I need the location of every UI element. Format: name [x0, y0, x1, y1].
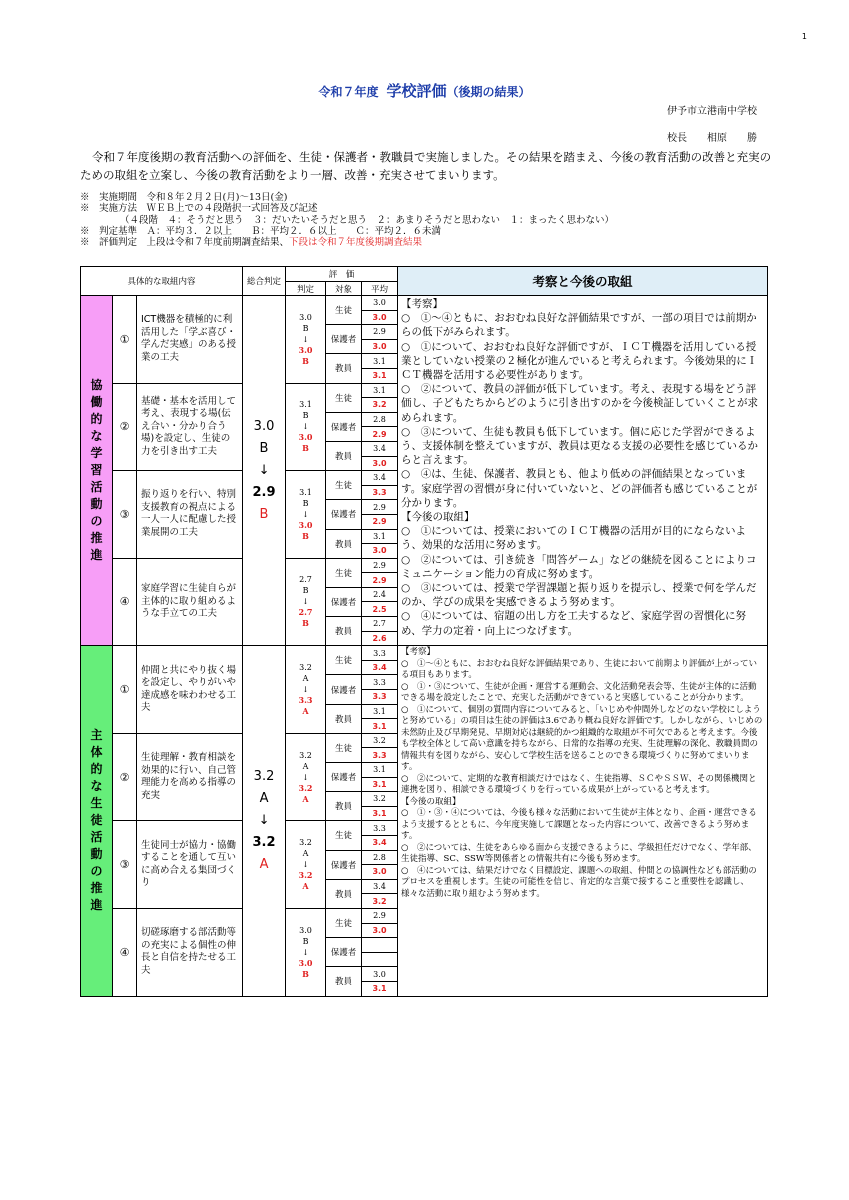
- item-text: 家庭学習に生徒自らが主体的に取り組めるような手立ての工夫: [137, 558, 243, 646]
- note-judgment-text: ※ 評価判定 上段は令和７年度前期調査結果、: [80, 237, 290, 249]
- value-current: 3.4: [362, 660, 398, 675]
- item-number: ②: [113, 383, 137, 471]
- item-text: 仲間と共にやり抜く場を設定し、やりがいや達成感を味わわせる工夫: [137, 646, 243, 734]
- item-number: ④: [113, 908, 137, 996]
- category-label: [81, 646, 113, 996]
- principal-name: 校長 相原 勝: [667, 133, 757, 144]
- target-label: 教員: [326, 441, 362, 470]
- judge-arrow: ↓: [302, 509, 309, 519]
- intro-paragraph: 令和７年度後期の教育活動への評価を、生徒・保護者・教職員で実施しました。その結果を踏まえ、今後の教育活動の改善と充実のための取組を立案し、今後の教育活動をより一層、改善・充実させてまいります。: [80, 150, 772, 182]
- target-label: 生徒: [326, 558, 362, 587]
- school-name: 伊予市立港南中学校: [667, 106, 757, 117]
- value-previous: 3.3: [362, 646, 398, 661]
- overall-arrow: ↓: [258, 462, 270, 478]
- judge-curr-score: 3.0: [298, 519, 313, 530]
- value-current: 3.1: [362, 719, 398, 734]
- target-label: 生徒: [326, 646, 362, 675]
- document-title: [0, 80, 849, 101]
- judge-arrow: ↓: [302, 685, 309, 695]
- overall-curr-score: 3.2: [252, 834, 276, 850]
- item-text: 切磋琢磨する部活動等の充実による個性の伸長と自信を持たせる工夫: [137, 908, 243, 996]
- judge-prev-grade: A: [302, 849, 309, 859]
- overall-judgment: [243, 296, 286, 646]
- judge-prev-score: 3.2: [299, 663, 312, 673]
- header-content: 具体的な取組内容: [81, 267, 243, 296]
- judge-prev-grade: A: [302, 674, 309, 684]
- target-label: 保護者: [326, 763, 362, 792]
- judge-arrow: ↓: [302, 334, 309, 344]
- judge-arrow: ↓: [302, 422, 309, 432]
- item-judgment: [286, 646, 326, 734]
- item-judgment: [286, 733, 326, 821]
- target-label: 生徒: [326, 471, 362, 500]
- comment-line: ○ ④については、結果だけでなく目標設定、課題への取組、仲間との協調性なども部活動のプロセスを重視します。生徒の可能性を信じ、肯定的な言葉で接すること重要性を認識し、様々な活動に取り組むよう努めます。: [401, 865, 757, 899]
- header-target: 対象: [326, 282, 362, 296]
- target-label: 生徒: [326, 296, 362, 325]
- target-label: 保護者: [326, 412, 362, 441]
- judge-prev-grade: A: [302, 761, 309, 771]
- target-label: 教員: [326, 792, 362, 821]
- value-previous: 3.1: [362, 763, 398, 778]
- value-current: 2.9: [362, 427, 398, 442]
- value-current: 2.9: [362, 514, 398, 529]
- item-text: 生徒同士が協力・協働することを通して互いに高め合える集団づくり: [137, 821, 243, 909]
- overall-arrow: ↓: [258, 812, 270, 828]
- value-previous: 2.7: [362, 617, 398, 632]
- target-label: 教員: [326, 967, 362, 996]
- target-label: 教員: [326, 354, 362, 383]
- value-previous: 3.0: [362, 296, 398, 311]
- item-text: 基礎・基本を活用して考え、表現する場(伝え合い・分かり合う場)を設定し、生徒の力を引き出す工夫: [137, 383, 243, 471]
- value-current: 3.0: [362, 923, 398, 938]
- comment-line: 【考察】: [401, 647, 436, 658]
- comment-line: ○ ①・③について、生徒が企画・運営する運動会、文化活動発表会等、生徒が主体的に活動できる場を設定したことで、充実した活動ができていると実感していることが分かります。: [401, 681, 757, 704]
- judge-curr-grade: B: [302, 443, 309, 454]
- target-label: 教員: [326, 879, 362, 908]
- note-criteria: ※ 判定基準 Ａ：平均３．２以上 Ｂ：平均２．６以上 Ｃ：平均２．６未満: [80, 225, 442, 237]
- notes-block: [80, 192, 614, 248]
- judge-arrow: ↓: [302, 860, 309, 870]
- target-label: 生徒: [326, 383, 362, 412]
- item-text: 生徒理解・教育相談を効果的に行い、自己管理能力を高める指導の充実: [137, 733, 243, 821]
- value-current: 3.1: [362, 981, 398, 996]
- value-previous: 2.9: [362, 500, 398, 515]
- judge-curr-grade: B: [302, 355, 309, 366]
- judge-curr-grade: B: [302, 968, 309, 979]
- value-previous: 3.3: [362, 675, 398, 690]
- note-judgment-red: 下段は令和７年度後期調査結果: [289, 237, 423, 249]
- judge-arrow: ↓: [302, 597, 309, 607]
- comments-cell: [398, 646, 768, 996]
- judge-curr-score: 3.2: [298, 870, 313, 881]
- value-current: 3.3: [362, 690, 398, 705]
- target-label: 保護者: [326, 850, 362, 879]
- value-current: 3.1: [362, 806, 398, 821]
- target-label: 生徒: [326, 908, 362, 937]
- value-previous: 2.9: [362, 908, 398, 923]
- table-row: [81, 296, 768, 311]
- value-previous: 3.0: [362, 967, 398, 982]
- value-previous: 2.8: [362, 850, 398, 865]
- item-number: ④: [113, 558, 137, 646]
- item-text: 振り返りを行い、特別支援教育の視点による一人一人に配慮した授業展開の工夫: [137, 471, 243, 559]
- judge-prev-score: 3.0: [299, 312, 312, 322]
- target-label: 教員: [326, 617, 362, 646]
- value-previous: 3.1: [362, 354, 398, 369]
- value-current: 3.1: [362, 368, 398, 383]
- comment-line: ○ ①について、おおむね良好な評価ですが、ＩＣＴ機器を活用している授業としていない授業の２極化が進んでいると考えられます。今後効果的にＩＣＴ機器を活用する必要性があります。: [401, 340, 758, 382]
- judge-prev-score: 3.0: [299, 925, 312, 935]
- value-previous: 2.8: [362, 412, 398, 427]
- comment-line: 【考察】: [401, 298, 444, 310]
- value-previous: 2.9: [362, 558, 398, 573]
- target-label: 教員: [326, 529, 362, 558]
- overall-prev-score: 3.2: [253, 768, 275, 784]
- value-current: 3.2: [362, 894, 398, 909]
- judge-curr-score: 2.7: [298, 607, 313, 618]
- title-suffix: （後期の結果）: [446, 85, 531, 99]
- judge-curr-grade: A: [302, 793, 309, 804]
- overall-curr-grade: B: [259, 506, 269, 522]
- comment-line: 【今後の取組】: [401, 511, 475, 524]
- overall-prev-grade: A: [259, 790, 269, 806]
- judge-prev-score: 3.2: [299, 750, 312, 760]
- value-previous: 3.2: [362, 792, 398, 807]
- comment-line: ○ ②については、生徒をあらゆる面から支援できるように、学級担任だけでなく、学年部、生徒指導、SC、SSW等関係者との情報共有に今後も努めます。: [401, 842, 757, 865]
- value-previous: 3.1: [362, 529, 398, 544]
- target-label: 保護者: [326, 938, 362, 967]
- comment-line: ○ ①～④ともに、おおむね良好な評価結果ですが、一部の項目では前期からの低下がみられます。: [401, 312, 757, 339]
- header-eval: 評 価: [286, 267, 398, 282]
- comment-line: ○ ④については、宿題の出し方を工夫するなど、家庭学習の習慣化に努め、学力の定着・向上につなげます。: [401, 610, 746, 637]
- overall-prev-score: 3.0: [253, 418, 275, 434]
- target-label: 生徒: [326, 821, 362, 850]
- value-current: 3.3: [362, 485, 398, 500]
- category-name: 主体的な生徒活動の推進: [90, 728, 103, 913]
- comment-line: ○ ③については、授業で学習課題と振り返りを提示し、授業で何を学んだのか、学びの成果を実感できるよう努めます。: [401, 582, 757, 609]
- comment-line: ○ ②について、定期的な教育相談だけではなく、生徒指導、ＳＣやＳＳＷ、その関係機関と連携を図り、相談できる環境づくりを行っている成果が上がっていると考えます。: [401, 773, 757, 796]
- value-current: 3.0: [362, 456, 398, 471]
- value-previous: 3.3: [362, 821, 398, 836]
- value-previous: 3.4: [362, 879, 398, 894]
- value-current: 3.1: [362, 777, 398, 792]
- judge-curr-score: 3.3: [298, 695, 313, 706]
- header-overall: 総合判定: [243, 267, 286, 296]
- category-name: 協働的な学習活動の推進: [90, 378, 103, 563]
- judge-curr-score: 3.0: [298, 344, 313, 355]
- header-judge: 判定: [286, 282, 326, 296]
- value-previous: 2.9: [362, 325, 398, 340]
- item-judgment: [286, 383, 326, 471]
- value-previous: 3.1: [362, 704, 398, 719]
- title-main: 学校評価: [386, 82, 447, 100]
- comment-line: ○ ①～④ともに、おおむね良好な評価結果であり、生徒において前期より評価が上がっている項目もあります。: [401, 658, 757, 681]
- judge-prev-grade: B: [302, 411, 309, 421]
- value-current: 3.0: [362, 544, 398, 559]
- judge-curr-grade: B: [302, 530, 309, 541]
- item-number: ③: [113, 821, 137, 909]
- judge-curr-score: 3.0: [298, 432, 313, 443]
- target-label: 保護者: [326, 325, 362, 354]
- overall-prev-grade: B: [259, 440, 269, 456]
- judge-curr-score: 3.2: [298, 782, 313, 793]
- overall-judgment: [243, 646, 286, 996]
- evaluation-table: [80, 266, 768, 997]
- overall-curr-score: 2.9: [252, 484, 276, 500]
- category-label: [81, 296, 113, 646]
- note-method: ※ 実施方法 ＷＥＢ上での４段階択一式回答及び記述: [80, 203, 318, 215]
- target-label: 保護者: [326, 675, 362, 704]
- judge-arrow: ↓: [302, 947, 309, 957]
- target-label: 生徒: [326, 733, 362, 762]
- judge-prev-grade: B: [302, 498, 309, 508]
- value-current: 3.3: [362, 748, 398, 763]
- note-judgment: [80, 237, 614, 248]
- item-number: ②: [113, 733, 137, 821]
- target-label: 保護者: [326, 587, 362, 616]
- value-current: 2.5: [362, 602, 398, 617]
- item-number: ①: [113, 296, 137, 384]
- judge-curr-grade: B: [302, 618, 309, 629]
- header-comments: 考察と今後の取組: [398, 267, 768, 296]
- title-year: 令和７年度: [318, 85, 379, 99]
- value-current: 3.4: [362, 835, 398, 850]
- note-scale: （４段階 ４：そうだと思う ３：だいたいそうだと思う ２：あまりそうだと思わない １：まったく思わない）: [120, 214, 615, 226]
- judge-prev-grade: B: [302, 936, 309, 946]
- item-judgment: [286, 296, 326, 384]
- comment-line: ○ ①について、個別の質問内容についてみると、「いじめや仲間外しなどのない学校にしようと努めている」の項目は生徒の評価は3.6であり概ね良好な評価です。しかしながら、いじめの未然防止及び早期発見、早期対応は継続的かつ組織的な取組が不可欠であると考えます。今後も学校全体として高い意識を持ちながら、日常的な指導の充実、生徒理解の深化、教職員間の情報共有を図りながら、安心して学校生活を送ることのできる環境づくりに努めてまいります。: [401, 704, 763, 773]
- judge-prev-score: 2.7: [299, 575, 312, 585]
- header-avg: 平均: [362, 282, 398, 296]
- note-period: ※ 実施期間 令和８年２月２日(月)～13日(金): [80, 192, 288, 203]
- comment-line: ○ ①・③・④については、今後も様々な活動において生徒が主体となり、企画・運営できるよう支援するとともに、今年度実施して課題となった内容について、改善できるよう努めます。: [401, 808, 757, 842]
- item-number: ③: [113, 471, 137, 559]
- comment-line: ○ ④は、生徒、保護者、教員とも、他より低めの評価結果となっています。家庭学習の習慣が身に付いていないと、どの評価者も感じていることが分かります。: [401, 468, 758, 509]
- comment-line: ○ ②について、教員の評価が低下しています。考え、表現する場をどう評価し、子どもたちからどのように引き出すのかを今後検証していくことが求められます。: [401, 383, 759, 424]
- target-label: 教員: [326, 704, 362, 733]
- comment-line: 【今後の取組】: [401, 796, 461, 807]
- target-label: 保護者: [326, 500, 362, 529]
- item-judgment: [286, 558, 326, 646]
- judge-arrow: ↓: [302, 772, 309, 782]
- comments-cell: [398, 296, 768, 646]
- value-current: 3.0: [362, 310, 398, 325]
- value-current: 2.9: [362, 573, 398, 588]
- value-current: [362, 952, 398, 967]
- overall-curr-grade: A: [259, 856, 269, 872]
- value-current: 3.2: [362, 398, 398, 413]
- comment-line: ○ ③について、生徒も教員も低下しています。個に応じた学習ができるよう、支援体制を整えていますが、教員は更なる支援の必要性を感じているからと言えます。: [401, 425, 759, 467]
- value-previous: 3.4: [362, 471, 398, 486]
- item-judgment: [286, 471, 326, 559]
- judge-prev-score: 3.2: [299, 838, 312, 848]
- item-number: ①: [113, 646, 137, 734]
- judge-prev-score: 3.1: [299, 400, 312, 410]
- value-previous: 3.1: [362, 383, 398, 398]
- value-previous: 2.4: [362, 587, 398, 602]
- value-previous: 3.2: [362, 733, 398, 748]
- item-judgment: [286, 821, 326, 909]
- comment-line: ○ ②については、引き続き「問答ゲーム」などの継続を図ることによりコミュニケーション能力の育成に努めます。: [401, 553, 757, 580]
- value-previous: [362, 938, 398, 953]
- value-current: 2.6: [362, 631, 398, 646]
- comment-line: ○ ①については、授業においてのＩＣＴ機器の活用が目的にならないよう、効果的な活用に努めます。: [401, 525, 746, 552]
- judge-prev-grade: B: [302, 323, 309, 333]
- item-text: ICT機器を積極的に利活用した「学ぶ喜び・学んだ実感」のある授業の工夫: [137, 296, 243, 384]
- value-current: 3.0: [362, 339, 398, 354]
- value-current: 3.0: [362, 865, 398, 880]
- judge-curr-grade: A: [302, 706, 309, 717]
- judge-curr-grade: A: [302, 881, 309, 892]
- page-number: 1: [801, 32, 807, 41]
- judge-curr-score: 3.0: [298, 957, 313, 968]
- item-judgment: [286, 908, 326, 996]
- table-row: [81, 646, 768, 661]
- judge-prev-score: 3.1: [299, 487, 312, 497]
- judge-prev-grade: B: [302, 586, 309, 596]
- value-previous: 3.4: [362, 441, 398, 456]
